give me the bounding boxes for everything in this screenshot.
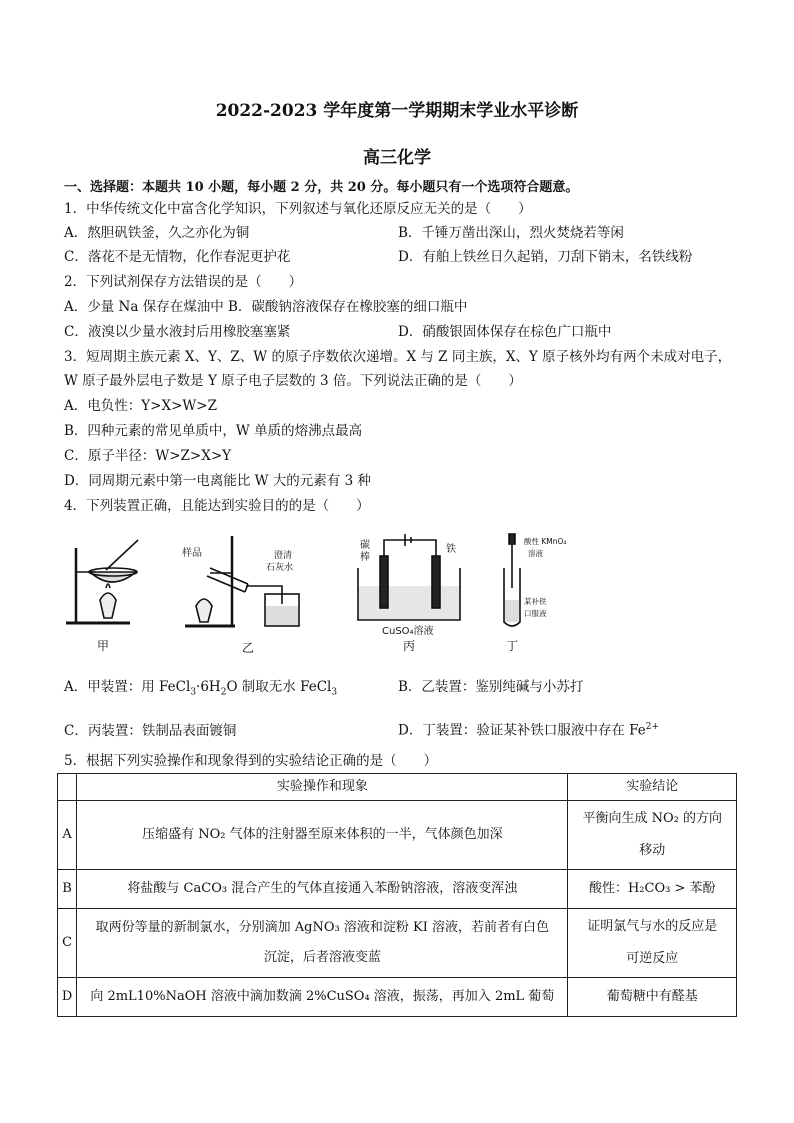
table-row (58, 978, 737, 1017)
row-operation: 将盐酸与 CaCO₃ 混合产生的气体直接通入苯酚钠溶液，溶液变浑浊 (77, 870, 568, 909)
row-conclusion: 平衡向生成 NO₂ 的方向 移动 (568, 801, 737, 870)
table-row (58, 870, 737, 909)
label-supplement-1: 某补铁 (524, 597, 547, 606)
q2-stem: 2．下列试剂保存方法错误的是（ ） (64, 274, 303, 290)
label-ding: 丁 (506, 639, 519, 653)
q4-option-c: C．丙装置：铁制品表面镀铜 (64, 723, 237, 739)
q1-option-b: B．千锤万凿出深山，烈火焚烧若等闲 (398, 225, 624, 241)
row-operation: 压缩盛有 NO₂ 气体的注射器至原来体积的一半，气体颜色加深 (77, 801, 568, 870)
q2-option-d: D．硝酸银固体保存在棕色广口瓶中 (398, 324, 612, 340)
label-supplement-2: 口服液 (524, 609, 547, 618)
q3-option-b: B．四种元素的常见单质中，W 单质的熔沸点最高 (64, 423, 363, 439)
label-limewater-1: 澄清 (274, 551, 293, 561)
section-heading: 一、选择题：本题共 10 小题，每小题 2 分，共 20 分。每小题只有一个选项符合题意。 (64, 180, 579, 195)
q3-stem-line2: W 原子最外层电子数是 Y 原子电子层数的 3 倍。下列说法正确的是（ ） (64, 373, 522, 389)
apparatus-bing (358, 534, 460, 653)
q3-stem-line1: 3．短周期主族元素 X、Y、Z、W 的原子序数依次递增。X 与 Z 同主族，X、Y 原子核外均有两个未成对电子， (64, 349, 732, 365)
q3-option-a: A．电负性：Y>X>W>Z (64, 398, 217, 414)
label-sample: 样品 (182, 548, 202, 559)
label-carbon-2: 棒 (360, 552, 370, 563)
q4-stem: 4．下列装置正确，且能达到实验目的的是（ ） (64, 498, 370, 514)
q1-option-d: D．有舶上铁丝日久起销，刀刮下销末，名铁线粉 (398, 249, 693, 265)
q2-option-ab: A．少量 Na 保存在煤油中 B．碳酸钠溶液保存在橡胶塞的细口瓶中 (64, 299, 468, 315)
q5-stem: 5．根据下列实验操作和现象得到的实验结论正确的是（ ） (64, 753, 438, 769)
header-operation: 实验操作和现象 (77, 774, 568, 801)
label-iron: 铁 (446, 544, 456, 555)
label-yi: 乙 (242, 641, 255, 655)
label-kmno4-1: 酸性 KMnO₄ (524, 537, 567, 546)
row-operation: 向 2mL10%NaOH 溶液中滴加数滴 2%CuSO₄ 溶液，振荡，再加入 2mL 葡萄 (77, 978, 568, 1017)
label-jia: 甲 (97, 639, 110, 653)
apparatus-yi (182, 536, 299, 655)
row-conclusion: 葡萄糖中有醛基 (568, 978, 737, 1017)
q1-option-c: C．落花不是无情物，化作春泥更护花 (64, 249, 291, 265)
q5-table (57, 773, 737, 1017)
table-row (58, 801, 737, 870)
q4-option-d: D．丁装置：验证某补铁口服液中存在 $Fe^{2+}$ (398, 722, 660, 739)
exam-title: 2022-2023 学年度第一学期期末学业水平诊断 (215, 101, 579, 121)
header-conclusion: 实验结论 (568, 774, 737, 801)
row-label: A (58, 801, 77, 870)
apparatus-ding (504, 534, 566, 653)
q1-option-a: A．熬胆矾铁釜，久之亦化为铜 (64, 225, 250, 241)
apparatus-figure (60, 528, 600, 656)
label-limewater-2: 石灰水 (266, 563, 294, 573)
q3-option-d: D．同周期元素中第一电离能比 W 大的元素有 3 种 (64, 473, 371, 489)
label-carbon-1: 碳 (360, 540, 370, 551)
row-label: D (58, 978, 77, 1017)
label-kmno4-2: 溶液 (528, 549, 543, 558)
row-operation: 取两份等量的新制氯水，分别滴加 AgNO₃ 溶液和淀粉 KI 溶液，若前者有白色 沉淀，后者溶液变蓝 (77, 909, 568, 978)
q4-option-b: B．乙装置：鉴别纯碱与小苏打 (398, 679, 584, 695)
row-conclusion: 酸性：H₂CO₃ > 苯酚 (568, 870, 737, 909)
q3-option-c: C．原子半径：W>Z>X>Y (64, 448, 232, 464)
label-cuso4: CuSO₄溶液 (382, 626, 434, 637)
table-header-row (58, 774, 737, 801)
row-label: C (58, 909, 77, 978)
table-row (58, 909, 737, 978)
label-bing: 丙 (403, 639, 416, 653)
q2-option-c: C．液溴以少量水液封后用橡胶塞塞紧 (64, 324, 291, 340)
exam-subtitle: 高三化学 (363, 148, 431, 168)
row-label: B (58, 870, 77, 909)
q1-stem: 1．中华传统文化中富含化学知识，下列叙述与氧化还原反应无关的是（ ） (64, 201, 532, 217)
apparatus-jia (66, 540, 138, 653)
row-conclusion: 证明氯气与水的反应是 可逆反应 (568, 909, 737, 978)
q4-option-a: A．甲装置：用 $FeCl_3\cdot 6H_2O$ 制取无水 FeCl$_3$ (64, 679, 338, 698)
